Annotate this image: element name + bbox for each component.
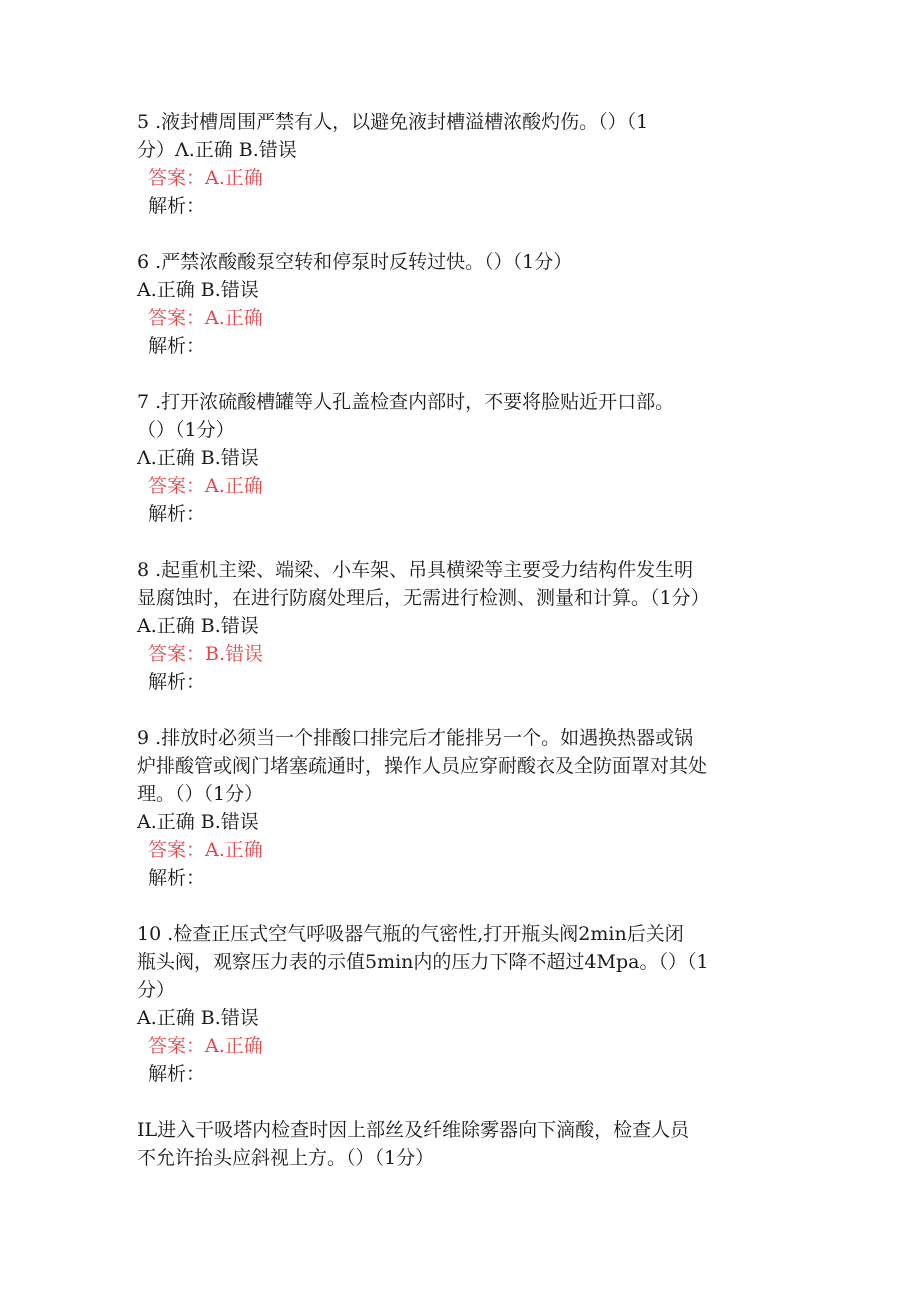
answer-text: 答案：A.正确 xyxy=(148,1035,263,1057)
question-text: IL进入干吸塔内检查时因上部丝及纤维除雾器向下滴酸，检查人员 不允许抬头应斜视上方。（）（1分） xyxy=(137,1119,690,1169)
question-text: 8 .起重机主梁、端梁、小车架、吊具横梁等主要受力结构件发生明 显腐蚀时，在进行防腐处理后，无需进行检测、测量和计算。（1分） xyxy=(137,559,710,609)
question-10 xyxy=(137,920,817,1088)
question-options: Λ.正确 B.错误 xyxy=(137,447,259,469)
question-text: 6 .严禁浓酸酸泵空转和停泵时反转过快。（）（1分） xyxy=(137,251,573,273)
analysis-label: 解析： xyxy=(148,671,206,693)
analysis-label: 解析： xyxy=(148,1063,206,1085)
question-text: 5 .液封槽周围严禁有人，以避免液封槽溢槽浓酸灼伤。（）（1 分）Λ.正确 B.错误 xyxy=(137,111,649,161)
analysis-label: 解析： xyxy=(148,195,206,217)
analysis-label: 解析： xyxy=(148,503,206,525)
question-9 xyxy=(137,724,817,892)
question-options: A.正确 B.错误 xyxy=(137,811,259,833)
answer-text: 答案：A.正确 xyxy=(148,307,263,329)
answer-text: 答案：A.正确 xyxy=(148,839,263,861)
question-8 xyxy=(137,556,817,696)
question-text: 10 .检查正压式空气呼吸器气瓶的气密性,打开瓶头阀2min后关闭 瓶头阀，观察压力表的示值5min内的压力下降不超过4Mpa。（）（1 分） xyxy=(137,923,709,1001)
question-11 xyxy=(137,1116,817,1172)
analysis-label: 解析： xyxy=(148,335,206,357)
question-5 xyxy=(137,108,817,220)
question-options: A.正确 B.错误 xyxy=(137,615,259,637)
answer-text: 答案：A.正确 xyxy=(148,475,263,497)
question-7 xyxy=(137,388,817,528)
question-options: A.正确 B.错误 xyxy=(137,279,259,301)
analysis-label: 解析： xyxy=(148,867,206,889)
answer-text: 答案：B.错误 xyxy=(148,643,264,665)
answer-text: 答案：A.正确 xyxy=(148,167,263,189)
question-text: 7 .打开浓硫酸槽罐等人孔盖检查内部时，不要将脸贴近开口部。 （）（1分） xyxy=(137,391,675,441)
question-6 xyxy=(137,248,817,360)
document-page xyxy=(137,108,817,1200)
question-text: 9 .排放时必须当一个排酸口排完后才能排另一个。如遇换热器或锅 炉排酸管或阀门堵塞疏通时，操作人员应穿耐酸衣及全防面罩对其处 理。（）（1分） xyxy=(137,727,708,805)
question-options: A.正确 B.错误 xyxy=(137,1007,259,1029)
